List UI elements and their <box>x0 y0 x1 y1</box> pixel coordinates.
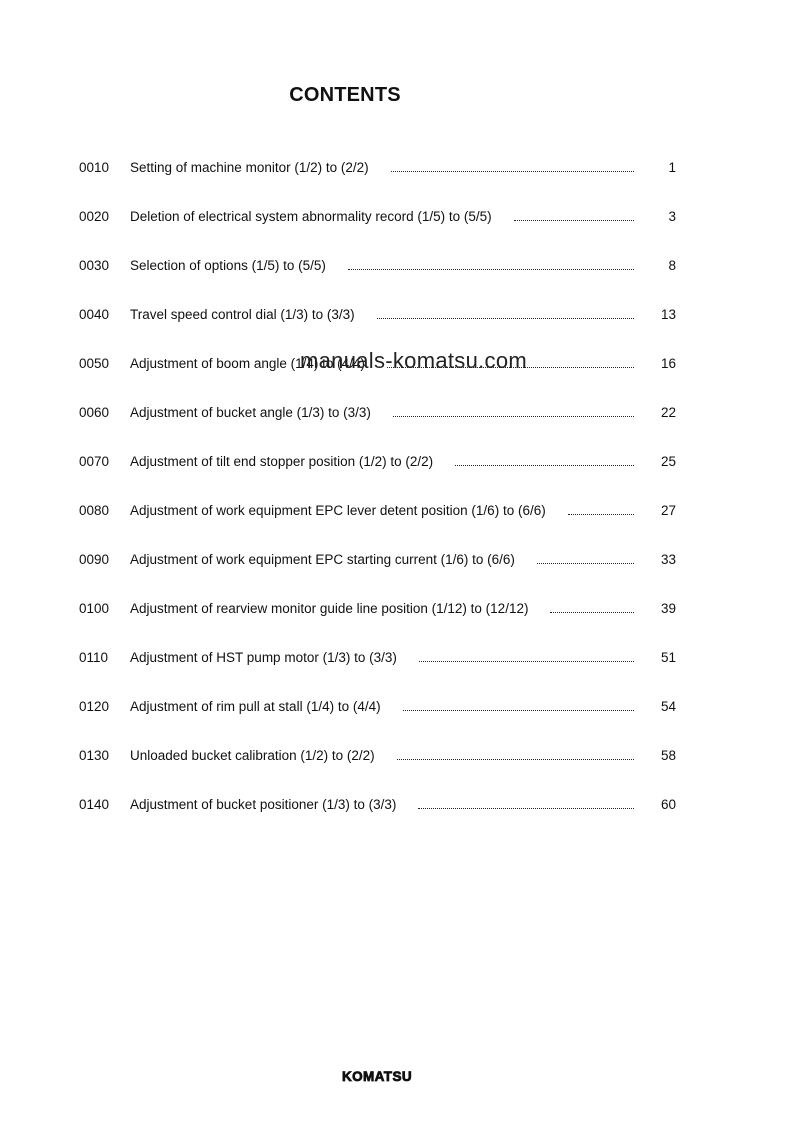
toc-code: 0010 <box>79 160 110 175</box>
toc-page-number: 13 <box>660 307 676 322</box>
toc-code: 0040 <box>79 307 110 322</box>
toc-title: Travel speed control dial (1/3) to (3/3) <box>130 307 355 322</box>
toc-row[interactable] <box>0 695 794 719</box>
toc-code: 0100 <box>79 601 110 616</box>
page-title: CONTENTS <box>289 84 401 106</box>
toc-row[interactable] <box>0 254 794 278</box>
toc-leader-dots <box>391 171 634 172</box>
toc-row[interactable] <box>0 303 794 327</box>
toc-title: Deletion of electrical system abnormality record (1/5) to (5/5) <box>130 209 492 224</box>
toc-title: Adjustment of HST pump motor (1/3) to (3/3) <box>130 650 397 665</box>
toc-title: Adjustment of work equipment EPC starting current (1/6) to (6/6) <box>130 552 515 567</box>
toc-code: 0050 <box>79 356 110 371</box>
toc-title: Adjustment of rearview monitor guide line position (1/12) to (12/12) <box>130 601 529 616</box>
toc-row[interactable] <box>0 450 794 474</box>
toc-page-number: 1 <box>668 160 676 175</box>
toc-row[interactable] <box>0 205 794 229</box>
toc-row[interactable] <box>0 744 794 768</box>
komatsu-logo-text: KOMATSU <box>341 1069 413 1084</box>
toc-leader-dots <box>348 269 634 270</box>
toc-title: Adjustment of tilt end stopper position (1/2) to (2/2) <box>130 454 434 469</box>
toc-page-number: 58 <box>660 748 676 763</box>
toc-code: 0140 <box>79 797 110 812</box>
toc-row[interactable] <box>0 597 794 621</box>
toc-title: Selection of options (1/5) to (5/5) <box>130 258 326 273</box>
toc-leader-dots <box>403 710 634 711</box>
toc-row[interactable] <box>0 499 794 523</box>
toc-page-number: 27 <box>660 503 676 518</box>
toc-code: 0110 <box>79 650 109 665</box>
toc-title: Adjustment of work equipment EPC lever detent position (1/6) to (6/6) <box>130 503 546 518</box>
toc-row[interactable] <box>0 156 794 180</box>
komatsu-logo <box>335 1068 419 1084</box>
toc-leader-dots <box>568 514 634 515</box>
watermark-text: manuals-komatsu.com <box>300 348 527 373</box>
toc-code: 0130 <box>79 748 110 763</box>
toc-page-number: 25 <box>660 454 676 469</box>
toc-leader-dots <box>514 220 634 221</box>
toc-title: Adjustment of bucket angle (1/3) to (3/3) <box>130 405 371 420</box>
toc-code: 0060 <box>79 405 110 420</box>
toc-leader-dots <box>377 318 634 319</box>
toc-page-number: 33 <box>660 552 676 567</box>
toc-page-number: 22 <box>660 405 676 420</box>
toc-title: Unloaded bucket calibration (1/2) to (2/2) <box>130 748 375 763</box>
toc-title: Adjustment of boom angle (1/4) to (4/4) <box>130 356 365 371</box>
toc-row[interactable] <box>0 548 794 572</box>
toc-page-number: 8 <box>668 258 676 273</box>
toc-leader-dots <box>397 759 634 760</box>
toc-row[interactable] <box>0 401 794 425</box>
toc-leader-dots <box>537 563 634 564</box>
toc-page-number: 39 <box>660 601 676 616</box>
toc-leader-dots <box>455 465 634 466</box>
toc-title: Adjustment of bucket positioner (1/3) to (3/3) <box>130 797 397 812</box>
toc-code: 0020 <box>79 209 110 224</box>
toc-code: 0070 <box>79 454 110 469</box>
toc-leader-dots <box>418 808 634 809</box>
toc-code: 0080 <box>79 503 110 518</box>
toc-page-number: 16 <box>660 356 676 371</box>
toc-code: 0030 <box>79 258 110 273</box>
toc-leader-dots <box>419 661 634 662</box>
toc-title: Adjustment of rim pull at stall (1/4) to (4/4) <box>130 699 381 714</box>
toc-page-number: 3 <box>668 209 676 224</box>
toc-page-number: 54 <box>660 699 676 714</box>
toc-title: Setting of machine monitor (1/2) to (2/2) <box>130 160 369 175</box>
toc-row[interactable] <box>0 646 794 670</box>
toc-row[interactable] <box>0 793 794 817</box>
toc-page-number: 51 <box>660 650 676 665</box>
toc-leader-dots <box>393 416 634 417</box>
toc-leader-dots <box>550 612 634 613</box>
toc-page-number: 60 <box>660 797 676 812</box>
toc-code: 0120 <box>79 699 110 714</box>
toc-code: 0090 <box>79 552 110 567</box>
